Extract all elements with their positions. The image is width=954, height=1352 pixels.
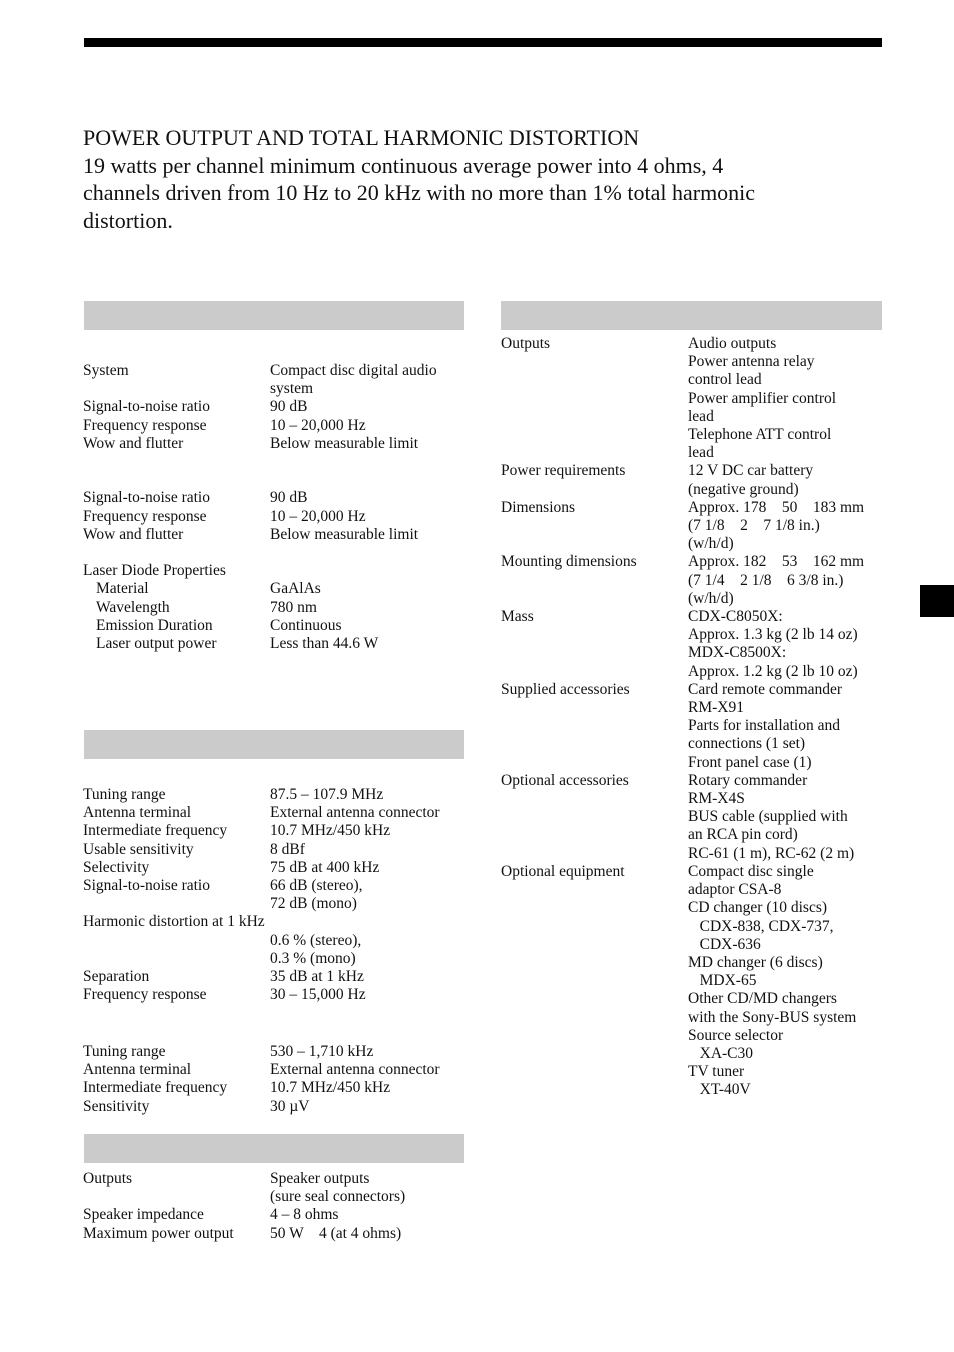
spec-row	[501, 790, 864, 808]
spec-label: Antenna terminal	[83, 804, 192, 822]
spec-value: 90 dB	[270, 398, 308, 416]
spec-row	[83, 1206, 405, 1224]
spec-row	[83, 841, 440, 859]
section-bar-cd-player	[84, 301, 464, 330]
spec-value: (w/h/d)	[688, 535, 734, 553]
spec-row	[501, 1081, 864, 1099]
spec-row	[501, 408, 864, 426]
spec-label: Frequency response	[83, 986, 207, 1004]
spec-row	[501, 826, 864, 844]
spec-value: 780 nm	[270, 598, 317, 616]
spec-row	[83, 1098, 440, 1116]
spec-label	[501, 845, 688, 863]
spec-row	[501, 735, 864, 753]
spec-label: Speaker impedance	[83, 1206, 204, 1224]
spec-label	[501, 881, 688, 899]
spec-label	[501, 572, 688, 590]
spec-label	[501, 1045, 688, 1063]
spec-value: Approx. 1.3 kg (2 lb 14 oz)	[688, 626, 858, 644]
spec-label	[501, 644, 688, 662]
spec-label	[501, 954, 688, 972]
spec-value: 90 dB	[270, 489, 308, 507]
spec-row	[501, 845, 864, 863]
spec-label	[501, 899, 688, 917]
spec-value: TV tuner	[688, 1063, 745, 1081]
spec-label: Outputs	[501, 335, 551, 352]
spec-value: GaAlAs	[270, 580, 321, 598]
heading-line: distortion.	[83, 207, 173, 233]
spec-row	[83, 913, 440, 931]
spec-row	[83, 950, 440, 968]
spec-label: Signal-to-noise ratio	[83, 398, 210, 416]
heading-line: 19 watts per channel minimum continuous average power into 4 ohms, 4	[83, 152, 724, 178]
spec-row	[501, 808, 864, 826]
spec-row	[501, 553, 864, 571]
spec-row	[83, 562, 437, 580]
spec-value: 8 dBf	[270, 840, 305, 858]
cd-md-specs	[83, 362, 437, 653]
spec-value: 30 – 15,000 Hz	[270, 986, 366, 1004]
spec-value: 10.7 MHz/450 kHz	[270, 822, 391, 840]
spec-value: lead	[688, 444, 714, 462]
spec-label: Laser output power	[96, 635, 217, 653]
spec-label	[501, 408, 688, 426]
spec-row	[83, 1170, 405, 1188]
spec-row	[501, 717, 864, 735]
spec-row	[501, 772, 864, 790]
spec-value: MD changer (6 discs)	[688, 953, 823, 971]
spec-label	[501, 444, 688, 462]
spec-value: RM-X91	[688, 699, 744, 717]
spec-label: Dimensions	[501, 498, 576, 516]
spec-value: 30 µV	[270, 1097, 310, 1115]
spec-label: Mounting dimensions	[501, 553, 637, 571]
spec-label: Usable sensitivity	[83, 840, 194, 858]
spec-value: Card remote commander	[688, 680, 843, 698]
spec-value: Source selector	[688, 1026, 784, 1044]
spec-label: Outputs	[83, 1170, 133, 1187]
spec-row	[83, 398, 437, 416]
spec-row	[83, 489, 437, 507]
power-output-heading	[83, 124, 883, 234]
spec-label	[501, 1063, 688, 1081]
spec-label: Sensitivity	[83, 1097, 150, 1115]
amplifier-specs	[83, 1170, 405, 1243]
spec-label	[501, 1081, 688, 1099]
spec-value: XT-40V	[688, 1081, 751, 1099]
spec-label: Supplied accessories	[501, 680, 630, 698]
spec-label	[501, 826, 688, 844]
spec-row	[83, 822, 440, 840]
spec-label	[501, 754, 688, 772]
spec-row	[501, 881, 864, 899]
spec-row	[501, 517, 864, 535]
spec-row	[501, 954, 864, 972]
spec-row	[501, 481, 864, 499]
spec-value: CDX-C8050X:	[688, 608, 783, 626]
spec-label: Signal-to-noise ratio	[83, 489, 210, 507]
spec-label: Frequency response	[83, 507, 207, 525]
spec-value: system	[270, 380, 314, 398]
spec-row	[501, 535, 864, 553]
spec-value: Speaker outputs	[270, 1170, 370, 1187]
spec-label	[501, 717, 688, 735]
spec-value: Approx. 1.2 kg (2 lb 10 oz)	[688, 662, 858, 680]
spec-value: 10 – 20,000 Hz	[270, 416, 366, 434]
spec-value: Below measurable limit	[270, 525, 419, 543]
spec-label	[501, 517, 688, 535]
spec-row	[83, 804, 440, 822]
spec-value: (sure seal connectors)	[270, 1188, 406, 1206]
spec-row	[501, 699, 864, 717]
spec-label	[83, 895, 270, 913]
spec-value: Compact disc digital audio	[270, 362, 437, 379]
spec-value: CDX-838, CDX-737,	[688, 917, 834, 935]
spec-row	[83, 362, 437, 380]
spec-value: MDX-65	[688, 972, 757, 990]
spec-row	[83, 895, 440, 913]
spec-value: External antenna connector	[270, 1061, 440, 1079]
spec-row	[501, 499, 864, 517]
spec-value: 50 W 4 (at 4 ohms)	[270, 1224, 402, 1242]
spec-row	[501, 353, 864, 371]
spec-value: Less than 44.6 W	[270, 635, 379, 653]
spec-value: an RCA pin cord)	[688, 826, 798, 844]
spec-label: Wavelength	[96, 598, 170, 616]
spec-value: Power antenna relay	[688, 353, 815, 371]
spec-row	[83, 1079, 440, 1097]
spec-row	[83, 1188, 405, 1206]
spec-row	[501, 371, 864, 389]
section-bar-tuner	[84, 730, 464, 759]
general-specs	[501, 335, 864, 1100]
spec-value: Approx. 178 50 183 mm	[688, 498, 865, 516]
spec-label	[501, 353, 688, 371]
spec-row	[501, 590, 864, 608]
spec-label: Material	[96, 580, 149, 598]
spec-value: with the Sony-BUS system	[688, 1008, 857, 1026]
spec-row	[83, 435, 437, 453]
spec-row	[501, 335, 864, 353]
spec-value: lead	[688, 407, 714, 425]
spec-row	[501, 572, 864, 590]
spec-row	[501, 426, 864, 444]
spec-label	[501, 936, 688, 954]
spec-row	[501, 390, 864, 408]
spec-row	[501, 990, 864, 1008]
spec-value: XA-C30	[688, 1044, 754, 1062]
spec-label	[501, 972, 688, 990]
spec-row	[501, 754, 864, 772]
spec-row	[83, 932, 440, 950]
spec-label	[501, 1027, 688, 1045]
spec-value: Power amplifier control	[688, 389, 837, 407]
spec-value: 87.5 – 107.9 MHz	[270, 786, 384, 803]
spec-row	[501, 936, 864, 954]
spec-value: 72 dB (mono)	[270, 895, 357, 913]
spec-row	[501, 899, 864, 917]
spec-value: Audio outputs	[688, 335, 777, 352]
spec-label	[83, 950, 270, 968]
spec-label	[501, 535, 688, 553]
spec-label: Wow and flutter	[83, 525, 184, 543]
spec-row	[83, 380, 437, 398]
spec-value: adaptor CSA-8	[688, 881, 782, 899]
spec-row	[501, 972, 864, 990]
spec-value: (7 1/8 2 7 1/8 in.)	[688, 517, 820, 535]
spec-label: Tuning range	[83, 1043, 166, 1060]
spec-row	[83, 599, 437, 617]
spec-row	[501, 663, 864, 681]
spec-label	[501, 735, 688, 753]
spec-value: Telephone ATT control	[688, 426, 832, 444]
spec-value: RM-X4S	[688, 790, 745, 808]
spec-label: Mass	[501, 608, 534, 626]
spec-label	[501, 990, 688, 1008]
spec-label: Optional accessories	[501, 771, 629, 789]
spec-row	[501, 1009, 864, 1027]
spec-value: RC-61 (1 m), RC-62 (2 m)	[688, 844, 855, 862]
spec-value: Other CD/MD changers	[688, 990, 837, 1008]
spec-label	[501, 808, 688, 826]
spec-label	[501, 1009, 688, 1027]
spec-value: 35 dB at 1 kHz	[270, 968, 364, 986]
spec-value: 75 dB at 400 kHz	[270, 858, 380, 876]
spec-row	[501, 1063, 864, 1081]
spec-label: Antenna terminal	[83, 1061, 192, 1079]
spec-value: CDX-636	[688, 935, 761, 953]
heading-line: channels driven from 10 Hz to 20 kHz with no more than 1% total harmonic	[83, 180, 756, 205]
spec-row	[83, 1043, 440, 1061]
spec-row	[501, 918, 864, 936]
spec-value: Front panel case (1)	[688, 753, 812, 771]
spec-value: connections (1 set)	[688, 735, 806, 753]
spec-label	[83, 380, 270, 398]
spec-label	[501, 663, 688, 681]
spec-label: Selectivity	[83, 858, 150, 876]
spec-value: MDX-C8500X:	[688, 644, 787, 662]
spec-value: Approx. 182 53 162 mm	[688, 553, 865, 571]
spec-label	[501, 918, 688, 936]
spec-label: Tuning range	[83, 786, 166, 803]
spec-row	[83, 859, 440, 877]
heading-title: POWER OUTPUT AND TOTAL HARMONIC DISTORTION	[83, 125, 640, 150]
spec-value: Compact disc single	[688, 862, 814, 880]
spec-row	[501, 608, 864, 626]
spec-row	[83, 417, 437, 435]
spec-row	[83, 786, 440, 804]
spec-label	[501, 626, 688, 644]
spec-value: (w/h/d)	[688, 589, 734, 607]
spec-label: System	[83, 362, 129, 379]
spec-row	[501, 1027, 864, 1045]
spec-value: Rotary commander	[688, 771, 808, 789]
spec-value: CD changer (10 discs)	[688, 899, 828, 917]
spec-value: Continuous	[270, 616, 342, 634]
spec-label	[501, 590, 688, 608]
fm-specs	[83, 786, 440, 1004]
spec-row	[83, 580, 437, 598]
spec-row	[501, 1045, 864, 1063]
laser-title: Laser Diode Properties	[83, 562, 226, 580]
spec-row	[83, 1061, 440, 1079]
spec-label	[501, 699, 688, 717]
spec-label	[83, 932, 270, 950]
spec-label	[501, 426, 688, 444]
spec-label	[501, 371, 688, 389]
spec-label: Power requirements	[501, 462, 626, 480]
spec-label: Wow and flutter	[83, 434, 184, 452]
spec-label: Frequency response	[83, 416, 207, 434]
top-rule	[84, 38, 882, 47]
spec-label	[501, 481, 688, 499]
am-specs	[83, 1043, 440, 1116]
side-tab-marker	[920, 585, 954, 617]
spec-row	[501, 681, 864, 699]
spec-value: (7 1/4 2 1/8 6 3/8 in.)	[688, 571, 844, 589]
spec-label: Intermediate frequency	[83, 822, 228, 840]
spec-label: Signal-to-noise ratio	[83, 877, 210, 895]
spec-value: 10.7 MHz/450 kHz	[270, 1079, 391, 1097]
spec-row	[501, 863, 864, 881]
spec-row	[501, 626, 864, 644]
spec-value: 530 – 1,710 kHz	[270, 1043, 374, 1060]
spec-label	[501, 390, 688, 408]
spec-label: Separation	[83, 968, 150, 986]
spec-row	[501, 462, 864, 480]
spec-value: BUS cable (supplied with	[688, 808, 848, 826]
spec-label: Optional equipment	[501, 862, 625, 880]
spec-value: Parts for installation and	[688, 717, 840, 735]
spec-row	[83, 968, 440, 986]
spec-label: Maximum power output	[83, 1224, 234, 1242]
spec-row	[83, 635, 437, 653]
spec-value: Below measurable limit	[270, 434, 419, 452]
spec-value: External antenna connector	[270, 804, 440, 822]
spec-row	[501, 444, 864, 462]
spec-value: 0.6 % (stereo),	[270, 931, 362, 949]
harmonic-label: Harmonic distortion at 1 kHz	[83, 913, 265, 931]
spec-row	[83, 508, 437, 526]
spec-value: 4 – 8 ohms	[270, 1206, 339, 1224]
spec-label: Intermediate frequency	[83, 1079, 228, 1097]
spec-value: 0.3 % (mono)	[270, 949, 356, 967]
spec-value: 10 – 20,000 Hz	[270, 507, 366, 525]
spec-value: (negative ground)	[688, 480, 799, 498]
section-bar-general	[501, 301, 882, 330]
spec-row	[83, 526, 437, 544]
spec-row	[83, 986, 440, 1004]
spec-label	[501, 790, 688, 808]
spec-value: 12 V DC car battery	[688, 462, 814, 480]
spec-row	[83, 1225, 405, 1243]
spec-value: 66 dB (stereo),	[270, 877, 363, 895]
spec-row	[83, 617, 437, 635]
spec-value: control lead	[688, 371, 762, 389]
spec-label: Emission Duration	[96, 616, 213, 634]
spec-row	[501, 644, 864, 662]
spec-label	[83, 1188, 270, 1206]
section-bar-amplifier	[84, 1134, 464, 1163]
spec-row	[83, 877, 440, 895]
